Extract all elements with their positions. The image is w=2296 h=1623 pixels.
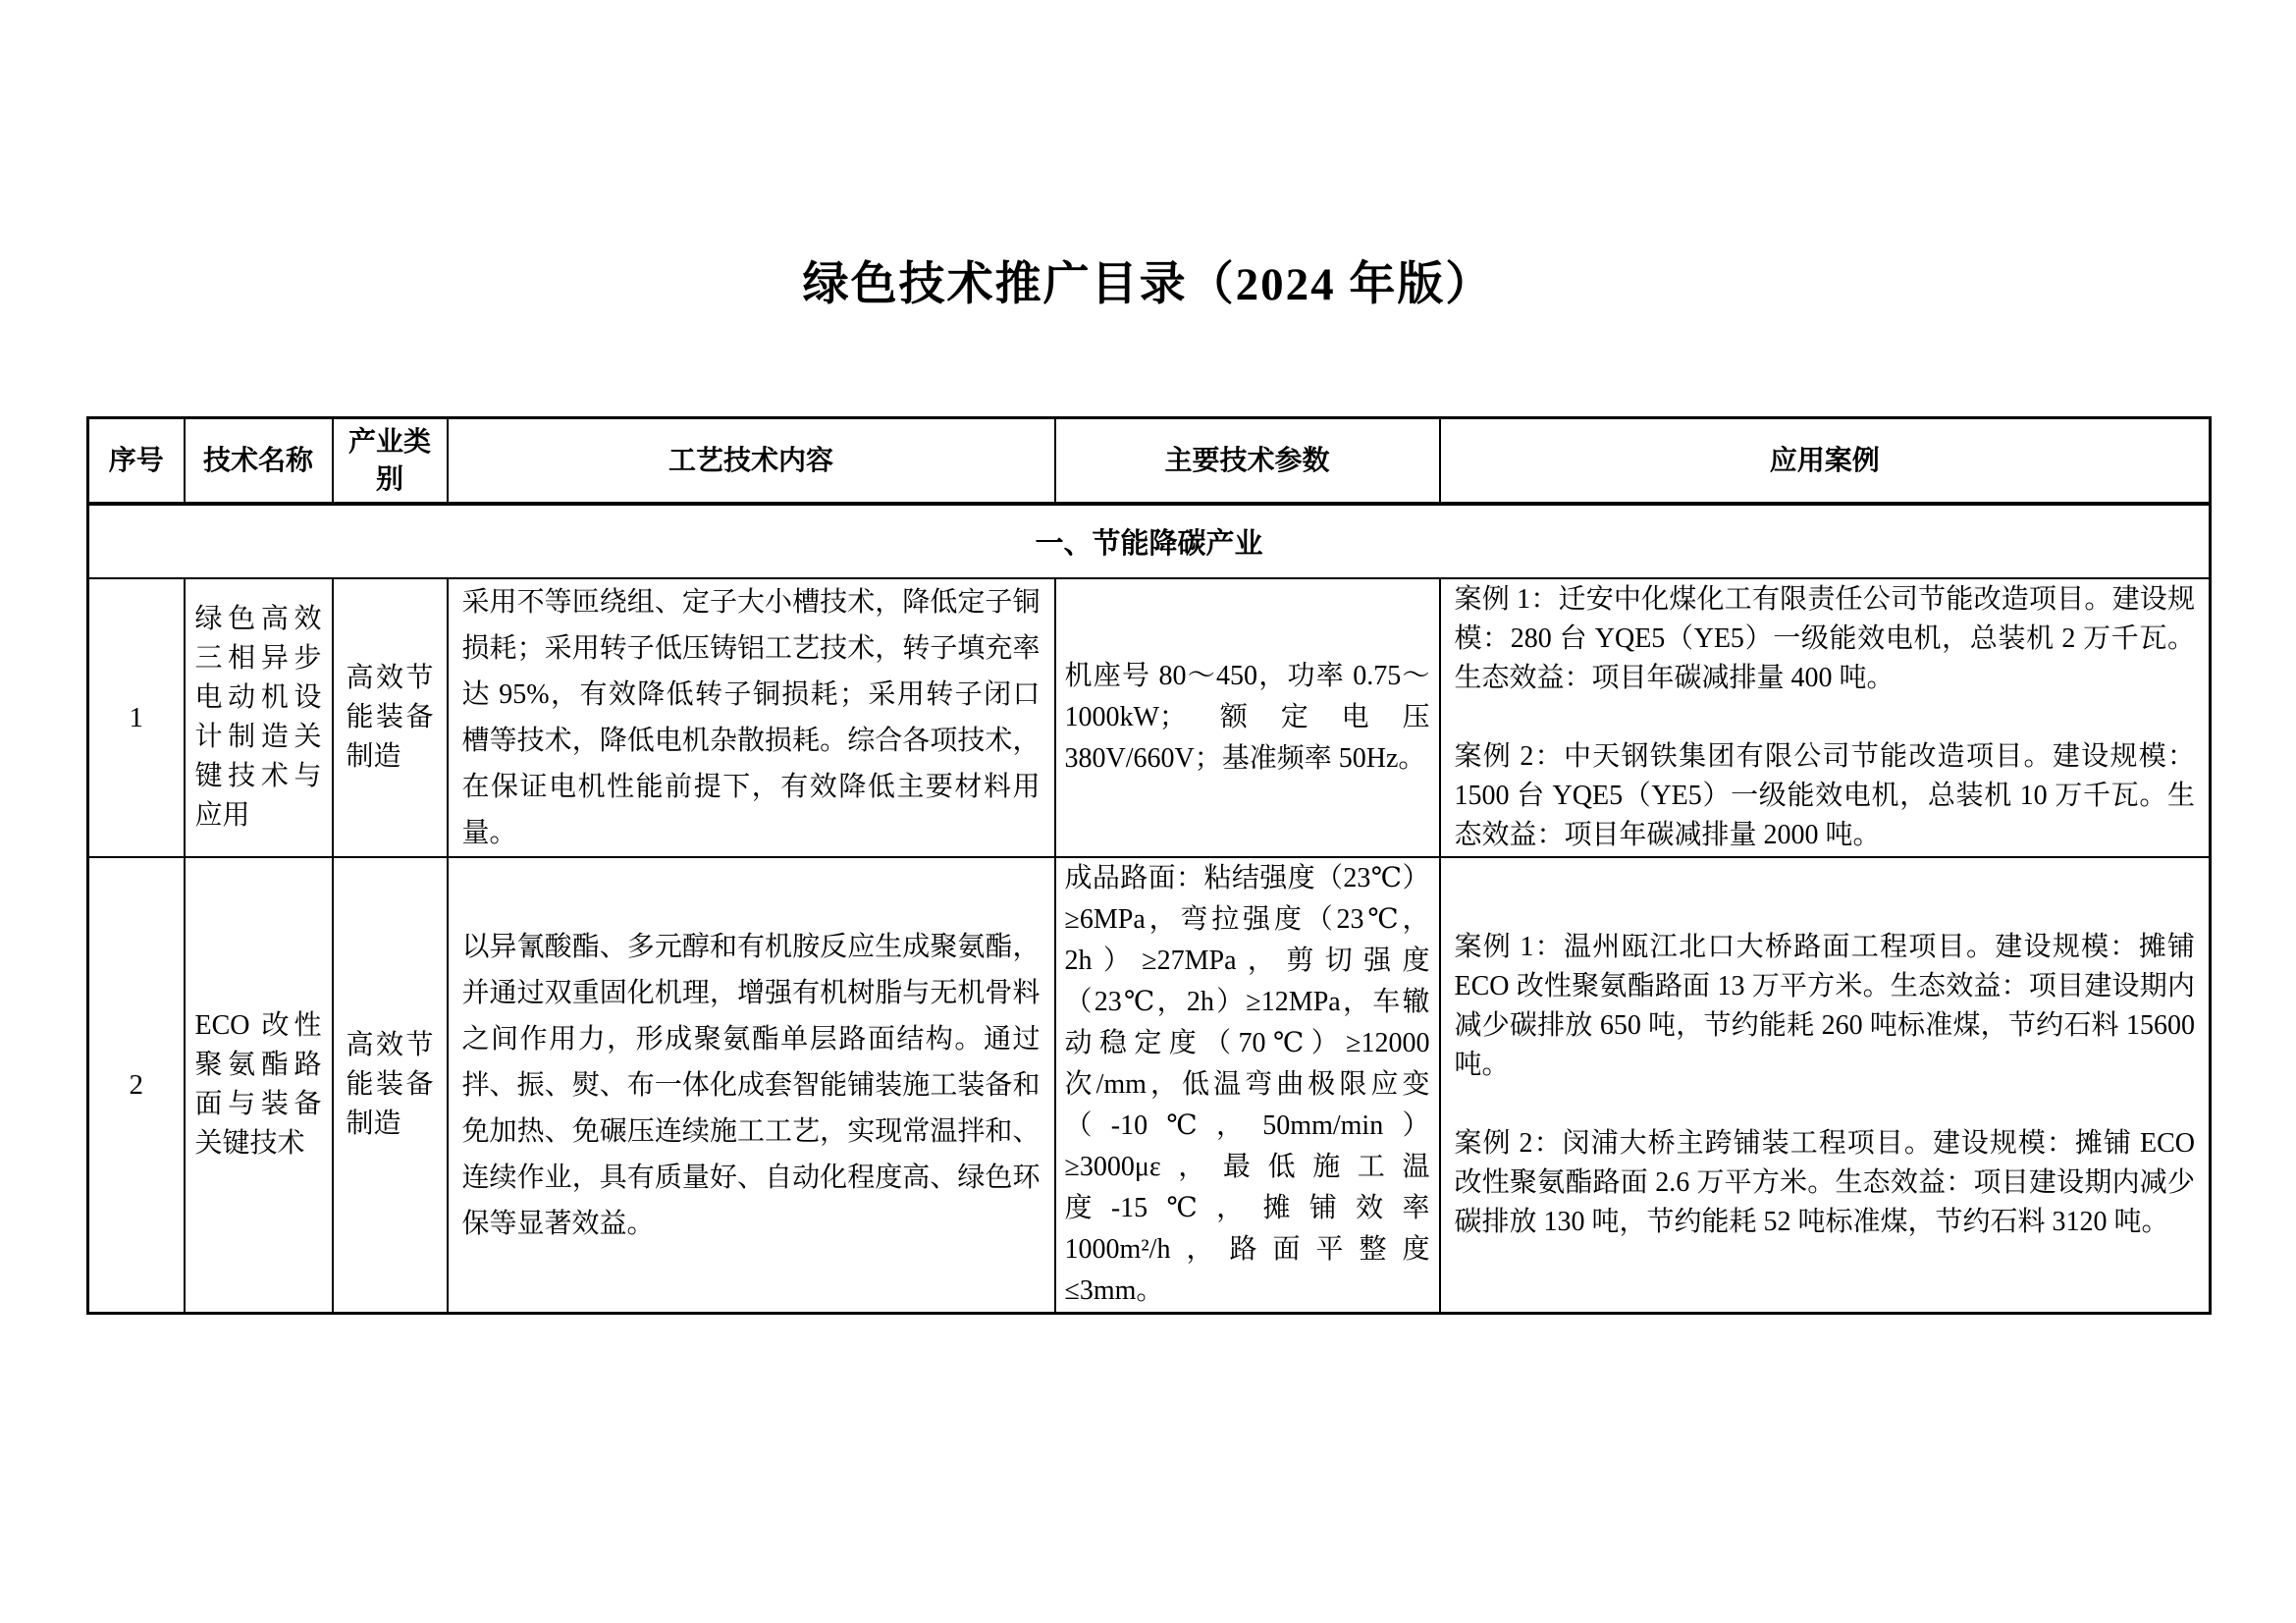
table-row: [88, 857, 2211, 1314]
column-header-serial: 序号: [88, 418, 185, 505]
cell-serial: 2: [88, 857, 185, 1314]
case-paragraph: 案例 1：迁安中化煤化工有限责任公司节能改造项目。建设规模：280 台 YQE5（YE5）一级能效电机，总装机 2 万千瓦。生态效益：项目年碳减排量 400 吨。: [1454, 584, 2195, 693]
header-row: [88, 418, 2211, 505]
cell-application-cases: [1440, 578, 2211, 857]
section-header: 一、节能降碳产业: [88, 504, 2211, 578]
column-header-tech-name: 技术名称: [185, 418, 333, 505]
cell-process-content: 采用不等匝绕组、定子大小槽技术，降低定子铜损耗；采用转子低压铸铝工艺技术，转子填充率达 95%，有效降低转子铜损耗；采用转子闭口槽等技术，降低电机杂散损耗。综合各项技术，在保证电机性能前提下，有效降低主要材料用量。: [448, 578, 1055, 857]
cell-tech-name: ECO 改性聚氨酯路面与装备关键技术: [185, 857, 333, 1314]
cell-main-parameters: 成品路面：粘结强度（23℃）≥6MPa，弯拉强度（23℃，2h）≥27MPa，剪切强度（23℃，2h）≥12MPa，车辙动稳定度（70℃）≥12000 次/mm，低温弯曲极限应变（-10℃，50mm/min）≥3000με，最低施工温度-15℃，摊铺效率 1000m²/h，路面平整度≤3mm。: [1055, 857, 1440, 1314]
case-paragraph: 案例 1：温州瓯江北口大桥路面工程项目。建设规模：摊铺 ECO 改性聚氨酯路面 13 万平方米。生态效益：项目建设期内减少碳排放 650 吨，节约能耗 260 吨标准煤，节约石料 15600 吨。: [1454, 932, 2195, 1080]
column-header-main-parameters: 主要技术参数: [1055, 418, 1440, 505]
page-title: 绿色技术推广目录（2024 年版）: [802, 259, 1494, 310]
cell-serial: 1: [88, 578, 185, 857]
case-paragraph: 案例 2：闵浦大桥主跨铺装工程项目。建设规模：摊铺 ECO 改性聚氨酯路面 2.6 万平方米。生态效益：项目建设期内减少碳排放 130 吨，节约能耗 52 吨标准煤，节约石料 3120 吨。: [1454, 1128, 2195, 1237]
column-header-industry-category: 产业类别: [333, 418, 448, 505]
cell-industry-category: 高效节能装备制造: [333, 578, 448, 857]
catalog-table: [86, 416, 2212, 1315]
cell-industry-category: 高效节能装备制造: [333, 857, 448, 1314]
section-row: [88, 504, 2211, 578]
cell-application-cases: [1440, 857, 2211, 1314]
case-paragraph: 案例 2：中天钢铁集团有限公司节能改造项目。建设规模：1500 台 YQE5（YE5）一级能效电机，总装机 10 万千瓦。生态效益：项目年碳减排量 2000 吨。: [1454, 741, 2195, 850]
cell-process-content: 以异氰酸酯、多元醇和有机胺反应生成聚氨酯，并通过双重固化机理，增强有机树脂与无机骨料之间作用力，形成聚氨酯单层路面结构。通过拌、振、熨、布一体化成套智能铺装施工装备和免加热、免碾压连续施工工艺，实现常温拌和、连续作业，具有质量好、自动化程度高、绿色环保等显著效益。: [448, 857, 1055, 1314]
cell-tech-name: 绿色高效三相异步电动机设计制造关键技术与应用: [185, 578, 333, 857]
table-row: [88, 578, 2211, 857]
column-header-process-content: 工艺技术内容: [448, 418, 1055, 505]
cell-main-parameters: 机座号 80～450，功率 0.75～1000kW；额定电压 380V/660V；基准频率 50Hz。: [1055, 578, 1440, 857]
column-header-application-cases: 应用案例: [1440, 418, 2211, 505]
